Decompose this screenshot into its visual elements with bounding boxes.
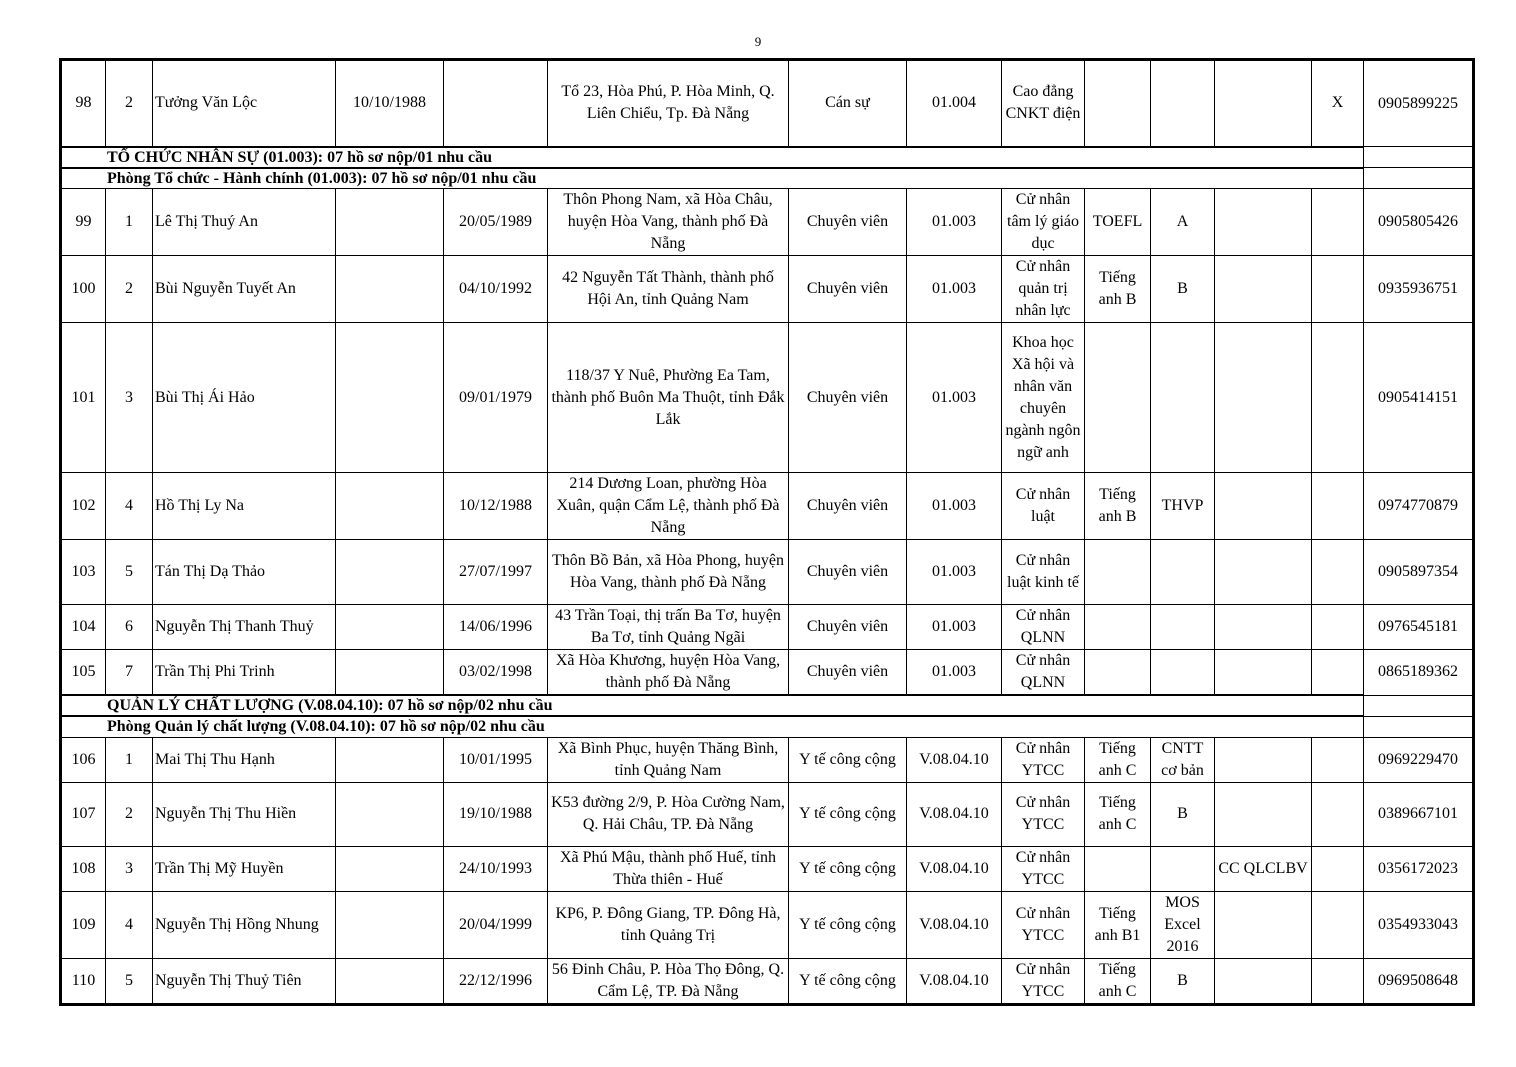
it-cell: B: [1151, 256, 1215, 323]
dob-female-cell: 24/10/1993: [444, 846, 548, 891]
name-cell: Bùi Nguyễn Tuyết An: [153, 256, 336, 323]
address-cell: Xã Phú Mậu, thành phố Huế, tỉnh Thừa thiên - Huế: [548, 846, 789, 891]
dob-female-cell: 19/10/1988: [444, 782, 548, 846]
table-row: [62, 605, 1473, 650]
index-cell: 1: [106, 189, 153, 256]
other-cert-cell: [1215, 782, 1312, 846]
table-row: [62, 323, 1473, 473]
table-row: [62, 958, 1473, 1003]
dob-male-cell: [336, 846, 444, 891]
section-trailing-cell: [1364, 695, 1473, 716]
stt-cell: 100: [62, 256, 106, 323]
degree-cell: Cử nhân YTCC: [1002, 737, 1085, 782]
degree-cell: Cử nhân luật: [1002, 473, 1085, 540]
dob-male-cell: [336, 256, 444, 323]
table-row: [62, 782, 1473, 846]
other-cert-cell: CC QLCLBV: [1215, 846, 1312, 891]
position-cell: Chuyên viên: [789, 256, 907, 323]
phone-cell: 0976545181: [1364, 605, 1473, 650]
mark-cell: [1312, 891, 1364, 958]
address-cell: KP6, P. Đông Giang, TP. Đông Hà, tỉnh Quảng Trị: [548, 891, 789, 958]
dob-male-cell: [336, 891, 444, 958]
name-cell: Mai Thị Thu Hạnh: [153, 737, 336, 782]
phone-cell: 0969508648: [1364, 958, 1473, 1003]
it-cell: [1151, 650, 1215, 696]
phone-cell: 0905414151: [1364, 323, 1473, 473]
index-cell: 4: [106, 473, 153, 540]
name-cell: Trần Thị Mỹ Huyền: [153, 846, 336, 891]
dob-female-cell: 27/07/1997: [444, 540, 548, 605]
stt-cell: 105: [62, 650, 106, 696]
stt-cell: 107: [62, 782, 106, 846]
table-row: [62, 650, 1473, 696]
mark-cell: X: [1312, 61, 1364, 147]
table-row: [62, 846, 1473, 891]
name-cell: Trần Thị Phi Trinh: [153, 650, 336, 696]
it-cell: [1151, 605, 1215, 650]
code-cell: 01.003: [907, 256, 1002, 323]
dob-female-cell: 20/04/1999: [444, 891, 548, 958]
phone-cell: 0969229470: [1364, 737, 1473, 782]
section-title: QUẢN LÝ CHẤT LƯỢNG (V.08.04.10): 07 hồ sơ nộp/02 nhu cầu: [62, 695, 1364, 716]
dob-male-cell: [336, 737, 444, 782]
language-cell: [1085, 650, 1151, 696]
table-row: [62, 61, 1473, 147]
position-cell: Chuyên viên: [789, 540, 907, 605]
code-cell: V.08.04.10: [907, 958, 1002, 1003]
language-cell: [1085, 605, 1151, 650]
index-cell: 5: [106, 958, 153, 1003]
index-cell: 3: [106, 846, 153, 891]
language-cell: Tiếng anh B1: [1085, 891, 1151, 958]
language-cell: Tiếng anh C: [1085, 958, 1151, 1003]
table-row: [62, 540, 1473, 605]
section-trailing-cell: [1364, 147, 1473, 168]
position-cell: Chuyên viên: [789, 650, 907, 696]
dob-female-cell: 04/10/1992: [444, 256, 548, 323]
stt-cell: 108: [62, 846, 106, 891]
mark-cell: [1312, 782, 1364, 846]
dob-female-cell: [444, 61, 548, 147]
phone-cell: 0905897354: [1364, 540, 1473, 605]
other-cert-cell: [1215, 540, 1312, 605]
page-number: 9: [754, 34, 762, 49]
dob-male-cell: [336, 189, 444, 256]
dob-female-cell: 14/06/1996: [444, 605, 548, 650]
dob-male-cell: [336, 605, 444, 650]
section-title: Phòng Tổ chức - Hành chính (01.003): 07 hồ sơ nộp/01 nhu cầu: [62, 168, 1364, 189]
mark-cell: [1312, 256, 1364, 323]
phone-cell: 0356172023: [1364, 846, 1473, 891]
name-cell: Nguyễn Thị Hồng Nhung: [153, 891, 336, 958]
code-cell: V.08.04.10: [907, 891, 1002, 958]
degree-cell: Khoa học Xã hội và nhân văn chuyên ngành ngôn ngữ anh: [1002, 323, 1085, 473]
code-cell: 01.003: [907, 540, 1002, 605]
address-cell: 56 Đinh Châu, P. Hòa Thọ Đông, Q. Cẩm Lệ, TP. Đà Nẵng: [548, 958, 789, 1003]
section-header-row: [62, 168, 1473, 189]
table-row: [62, 189, 1473, 256]
dob-female-cell: 10/12/1988: [444, 473, 548, 540]
mark-cell: [1312, 737, 1364, 782]
language-cell: Tiếng anh C: [1085, 782, 1151, 846]
language-cell: TOEFL: [1085, 189, 1151, 256]
phone-cell: 0974770879: [1364, 473, 1473, 540]
name-cell: Nguyễn Thị Thu Hiền: [153, 782, 336, 846]
address-cell: Thôn Phong Nam, xã Hòa Châu, huyện Hòa Vang, thành phố Đà Nẵng: [548, 189, 789, 256]
section-header-row: [62, 147, 1473, 168]
it-cell: [1151, 540, 1215, 605]
mark-cell: [1312, 473, 1364, 540]
index-cell: 4: [106, 891, 153, 958]
address-cell: 42 Nguyễn Tất Thành, thành phố Hội An, tỉnh Quảng Nam: [548, 256, 789, 323]
phone-cell: 0905899225: [1364, 61, 1473, 147]
other-cert-cell: [1215, 61, 1312, 147]
name-cell: Nguyễn Thị Thanh Thuỷ: [153, 605, 336, 650]
index-cell: 2: [106, 256, 153, 323]
language-cell: Tiếng anh C: [1085, 737, 1151, 782]
other-cert-cell: [1215, 605, 1312, 650]
code-cell: 01.003: [907, 323, 1002, 473]
mark-cell: [1312, 958, 1364, 1003]
dob-male-cell: 10/10/1988: [336, 61, 444, 147]
degree-cell: Cử nhân YTCC: [1002, 782, 1085, 846]
section-header-row: [62, 695, 1473, 716]
table-row: [62, 256, 1473, 323]
it-cell: MOS Excel 2016: [1151, 891, 1215, 958]
name-cell: Lê Thị Thuý An: [153, 189, 336, 256]
address-cell: Xã Bình Phục, huyện Thăng Bình, tỉnh Quảng Nam: [548, 737, 789, 782]
it-cell: B: [1151, 958, 1215, 1003]
it-cell: THVP: [1151, 473, 1215, 540]
stt-cell: 98: [62, 61, 106, 147]
it-cell: [1151, 61, 1215, 147]
table-row: [62, 737, 1473, 782]
code-cell: V.08.04.10: [907, 782, 1002, 846]
stt-cell: 110: [62, 958, 106, 1003]
other-cert-cell: [1215, 650, 1312, 696]
name-cell: Nguyễn Thị Thuỷ Tiên: [153, 958, 336, 1003]
stt-cell: 101: [62, 323, 106, 473]
degree-cell: Cử nhân QLNN: [1002, 650, 1085, 696]
index-cell: 6: [106, 605, 153, 650]
applicant-table: [61, 60, 1473, 1004]
name-cell: Tưởng Văn Lộc: [153, 61, 336, 147]
address-cell: Xã Hòa Khương, huyện Hòa Vang, thành phố Đà Nẵng: [548, 650, 789, 696]
index-cell: 2: [106, 61, 153, 147]
stt-cell: 102: [62, 473, 106, 540]
index-cell: 2: [106, 782, 153, 846]
dob-male-cell: [336, 650, 444, 696]
code-cell: 01.003: [907, 189, 1002, 256]
mark-cell: [1312, 846, 1364, 891]
dob-male-cell: [336, 323, 444, 473]
it-cell: B: [1151, 782, 1215, 846]
other-cert-cell: [1215, 323, 1312, 473]
it-cell: A: [1151, 189, 1215, 256]
mark-cell: [1312, 605, 1364, 650]
position-cell: Y tế công cộng: [789, 782, 907, 846]
code-cell: 01.003: [907, 473, 1002, 540]
position-cell: Y tế công cộng: [789, 958, 907, 1003]
section-trailing-cell: [1364, 168, 1473, 189]
language-cell: [1085, 323, 1151, 473]
address-cell: 118/37 Y Nuê, Phường Ea Tam, thành phố Buôn Ma Thuột, tỉnh Đắk Lắk: [548, 323, 789, 473]
degree-cell: Cử nhân QLNN: [1002, 605, 1085, 650]
dob-female-cell: 09/01/1979: [444, 323, 548, 473]
phone-cell: 0865189362: [1364, 650, 1473, 696]
index-cell: 5: [106, 540, 153, 605]
stt-cell: 103: [62, 540, 106, 605]
position-cell: Y tế công cộng: [789, 737, 907, 782]
section-title: Phòng Quản lý chất lượng (V.08.04.10): 07 hồ sơ nộp/02 nhu cầu: [62, 716, 1364, 737]
section-trailing-cell: [1364, 716, 1473, 737]
language-cell: [1085, 540, 1151, 605]
name-cell: Tán Thị Dạ Thảo: [153, 540, 336, 605]
language-cell: Tiếng anh B: [1085, 473, 1151, 540]
dob-male-cell: [336, 958, 444, 1003]
address-cell: Tổ 23, Hòa Phú, P. Hòa Minh, Q. Liên Chiểu, Tp. Đà Nẵng: [548, 61, 789, 147]
language-cell: [1085, 846, 1151, 891]
stt-cell: 109: [62, 891, 106, 958]
code-cell: 01.004: [907, 61, 1002, 147]
degree-cell: Cử nhân YTCC: [1002, 891, 1085, 958]
index-cell: 7: [106, 650, 153, 696]
stt-cell: 99: [62, 189, 106, 256]
stt-cell: 104: [62, 605, 106, 650]
degree-cell: Cử nhân quản trị nhân lực: [1002, 256, 1085, 323]
section-header-row: [62, 716, 1473, 737]
position-cell: Y tế công cộng: [789, 846, 907, 891]
other-cert-cell: [1215, 958, 1312, 1003]
phone-cell: 0905805426: [1364, 189, 1473, 256]
mark-cell: [1312, 323, 1364, 473]
position-cell: Chuyên viên: [789, 189, 907, 256]
stt-cell: 106: [62, 737, 106, 782]
mark-cell: [1312, 189, 1364, 256]
phone-cell: 0354933043: [1364, 891, 1473, 958]
address-cell: 43 Trần Toại, thị trấn Ba Tơ, huyện Ba Tơ, tỉnh Quảng Ngãi: [548, 605, 789, 650]
table-row: [62, 891, 1473, 958]
other-cert-cell: [1215, 891, 1312, 958]
code-cell: V.08.04.10: [907, 846, 1002, 891]
other-cert-cell: [1215, 737, 1312, 782]
other-cert-cell: [1215, 189, 1312, 256]
degree-cell: Cao đẳng CNKT điện: [1002, 61, 1085, 147]
phone-cell: 0935936751: [1364, 256, 1473, 323]
code-cell: 01.003: [907, 650, 1002, 696]
position-cell: Chuyên viên: [789, 473, 907, 540]
name-cell: Hồ Thị Ly Na: [153, 473, 336, 540]
degree-cell: Cử nhân YTCC: [1002, 846, 1085, 891]
degree-cell: Cử nhân YTCC: [1002, 958, 1085, 1003]
mark-cell: [1312, 540, 1364, 605]
degree-cell: Cử nhân luật kinh tế: [1002, 540, 1085, 605]
other-cert-cell: [1215, 256, 1312, 323]
position-cell: Y tế công cộng: [789, 891, 907, 958]
position-cell: Cán sự: [789, 61, 907, 147]
dob-male-cell: [336, 473, 444, 540]
degree-cell: Cử nhân tâm lý giáo dục: [1002, 189, 1085, 256]
section-title: TỔ CHỨC NHÂN SỰ (01.003): 07 hồ sơ nộp/01 nhu cầu: [62, 147, 1364, 168]
it-cell: CNTT cơ bản: [1151, 737, 1215, 782]
position-cell: Chuyên viên: [789, 323, 907, 473]
mark-cell: [1312, 650, 1364, 696]
address-cell: Thôn Bồ Bản, xã Hòa Phong, huyện Hòa Vang, thành phố Đà Nẵng: [548, 540, 789, 605]
address-cell: 214 Dương Loan, phường Hòa Xuân, quận Cẩm Lệ, thành phố Đà Nẵng: [548, 473, 789, 540]
code-cell: V.08.04.10: [907, 737, 1002, 782]
code-cell: 01.003: [907, 605, 1002, 650]
dob-male-cell: [336, 540, 444, 605]
dob-female-cell: 10/01/1995: [444, 737, 548, 782]
index-cell: 3: [106, 323, 153, 473]
table-row: [62, 473, 1473, 540]
index-cell: 1: [106, 737, 153, 782]
phone-cell: 0389667101: [1364, 782, 1473, 846]
it-cell: [1151, 323, 1215, 473]
name-cell: Bùi Thị Ái Hảo: [153, 323, 336, 473]
dob-female-cell: 20/05/1989: [444, 189, 548, 256]
language-cell: Tiếng anh B: [1085, 256, 1151, 323]
address-cell: K53 đường 2/9, P. Hòa Cường Nam, Q. Hải Châu, TP. Đà Nẵng: [548, 782, 789, 846]
position-cell: Chuyên viên: [789, 605, 907, 650]
language-cell: [1085, 61, 1151, 147]
it-cell: [1151, 846, 1215, 891]
other-cert-cell: [1215, 473, 1312, 540]
dob-female-cell: 22/12/1996: [444, 958, 548, 1003]
dob-female-cell: 03/02/1998: [444, 650, 548, 696]
dob-male-cell: [336, 782, 444, 846]
